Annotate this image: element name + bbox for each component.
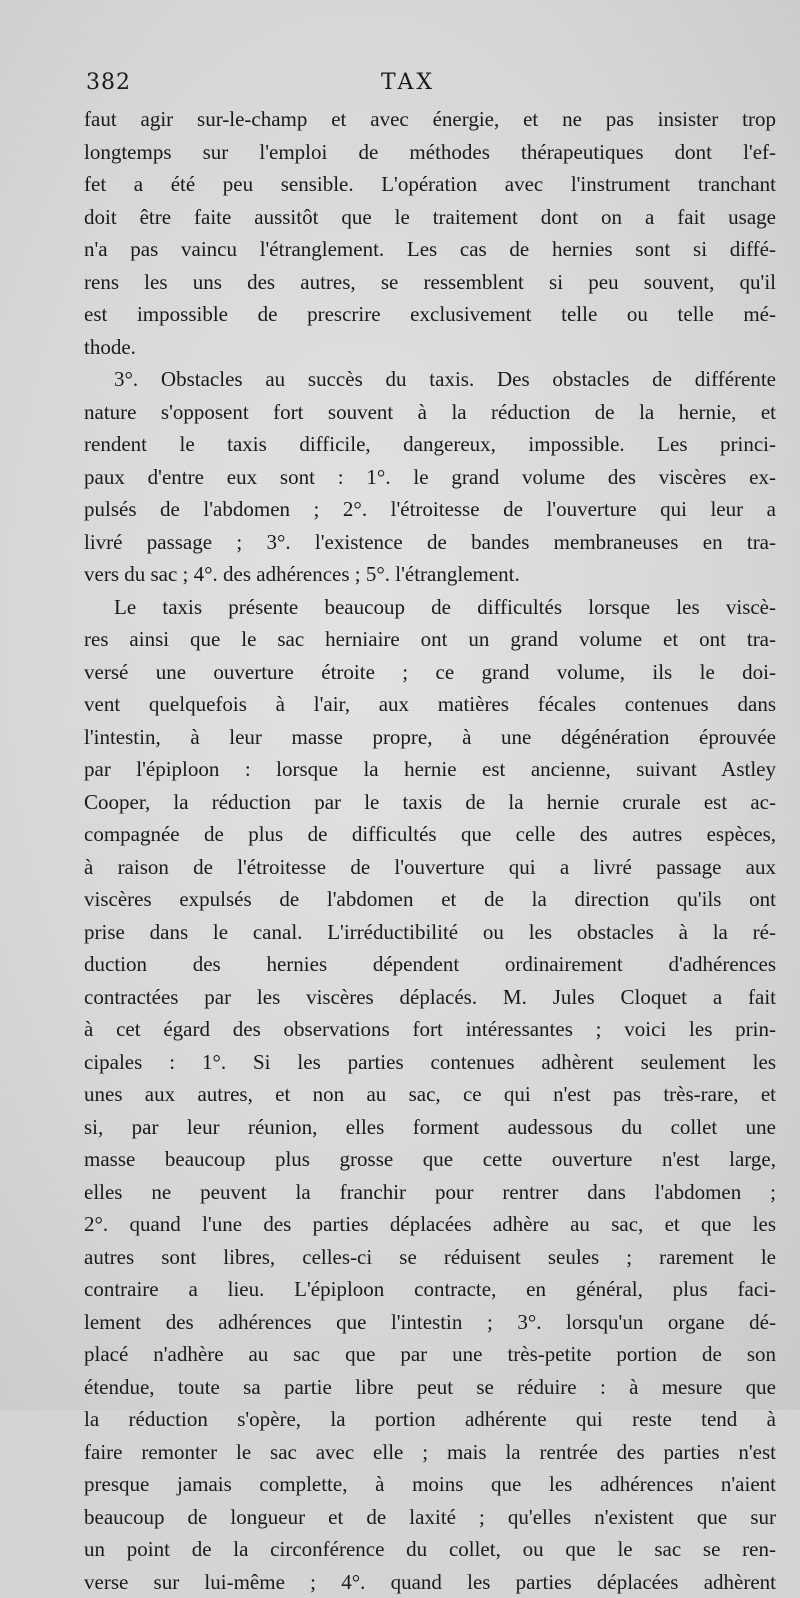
text-line: rendent le taxis difficile, dangereux, impossible. Les princi-	[84, 428, 776, 461]
text-line: compagnée de plus de difficultés que celle des autres espèces,	[84, 818, 776, 851]
text-line: par l'épiploon : lorsque la hernie est ancienne, suivant Astley	[84, 753, 776, 786]
text-line: livré passage ; 3°. l'existence de bandes membraneuses en tra-	[84, 526, 776, 559]
text-line: viscères expulsés de l'abdomen et de la direction qu'ils ont	[84, 883, 776, 916]
text-line: Cooper, la réduction par le taxis de la hernie crurale est ac-	[84, 786, 776, 819]
text-line: masse beaucoup plus grosse que cette ouverture n'est large,	[84, 1143, 776, 1176]
text-line: nature s'opposent fort souvent à la réduction de la hernie, et	[84, 396, 776, 429]
text-line: à raison de l'étroitesse de l'ouverture qui a livré passage aux	[84, 851, 776, 884]
text-line: autres sont libres, celles-ci se réduisent seules ; rarement le	[84, 1241, 776, 1274]
text-line: contraire a lieu. L'épiploon contracte, en général, plus faci-	[84, 1273, 776, 1306]
text-line: doit être faite aussitôt que le traitement dont on a fait usage	[84, 201, 776, 234]
text-line: presque jamais complette, à moins que les adhérences n'aient	[84, 1468, 776, 1501]
text-line: faire remonter le sac avec elle ; mais la rentrée des parties n'est	[84, 1436, 776, 1469]
page-header	[86, 70, 766, 100]
text-line: n'a pas vaincu l'étranglement. Les cas de hernies sont si diffé-	[84, 233, 776, 266]
text-line: faut agir sur-le-champ et avec énergie, et ne pas insister trop	[84, 103, 776, 136]
text-line: contractées par les viscères déplacés. M. Jules Cloquet a fait	[84, 981, 776, 1014]
body-text	[84, 103, 776, 1598]
text-line: Le taxis présente beaucoup de difficultés lorsque les viscè-	[84, 591, 776, 624]
text-line: lement des adhérences que l'intestin ; 3°. lorsqu'un organe dé-	[84, 1306, 776, 1339]
text-line: pulsés de l'abdomen ; 2°. l'étroitesse de l'ouverture qui leur a	[84, 493, 776, 526]
text-line: verse sur lui-même ; 4°. quand les parties déplacées adhèrent	[84, 1566, 776, 1598]
text-line: à cet égard des observations fort intéressantes ; voici les prin-	[84, 1013, 776, 1046]
text-line: elles ne peuvent la franchir pour rentrer dans l'abdomen ;	[84, 1176, 776, 1209]
page-number: 382	[86, 70, 131, 95]
text-line: unes aux autres, et non au sac, ce qui n'est pas très-rare, et	[84, 1078, 776, 1111]
text-line: vent quelquefois à l'air, aux matières fécales contenues dans	[84, 688, 776, 721]
text-line: est impossible de prescrire exclusivement telle ou telle mé-	[84, 298, 776, 331]
text-line: cipales : 1°. Si les parties contenues adhèrent seulement les	[84, 1046, 776, 1079]
running-head: TAX	[381, 70, 435, 95]
text-line: fet a été peu sensible. L'opération avec l'instrument tranchant	[84, 168, 776, 201]
text-line: 2°. quand l'une des parties déplacées adhère au sac, et que les	[84, 1208, 776, 1241]
text-line: beaucoup de longueur et de laxité ; qu'elles n'existent que sur	[84, 1501, 776, 1534]
text-line: vers du sac ; 4°. des adhérences ; 5°. l'étranglement.	[84, 558, 776, 591]
text-line: paux d'entre eux sont : 1°. le grand volume des viscères ex-	[84, 461, 776, 494]
text-line: rens les uns des autres, se ressemblent si peu souvent, qu'il	[84, 266, 776, 299]
text-line: placé n'adhère au sac que par une très-petite portion de son	[84, 1338, 776, 1371]
text-line: étendue, toute sa partie libre peut se réduire : à mesure que	[84, 1371, 776, 1404]
text-line: res ainsi que le sac herniaire ont un grand volume et ont tra-	[84, 623, 776, 656]
text-line: l'intestin, à leur masse propre, à une dégénération éprouvée	[84, 721, 776, 754]
text-line: un point de la circonférence du collet, ou que le sac se ren-	[84, 1533, 776, 1566]
text-line: thode.	[84, 331, 776, 364]
text-line: 3°. Obstacles au succès du taxis. Des obstacles de différente	[84, 363, 776, 396]
text-line: duction des hernies dépendent ordinairement d'adhérences	[84, 948, 776, 981]
text-line: si, par leur réunion, elles forment audessous du collet une	[84, 1111, 776, 1144]
text-line: la réduction s'opère, la portion adhérente qui reste tend à	[84, 1403, 776, 1436]
text-line: longtemps sur l'emploi de méthodes thérapeutiques dont l'ef-	[84, 136, 776, 169]
text-line: versé une ouverture étroite ; ce grand volume, ils le doi-	[84, 656, 776, 689]
text-line: prise dans le canal. L'irréductibilité ou les obstacles à la ré-	[84, 916, 776, 949]
